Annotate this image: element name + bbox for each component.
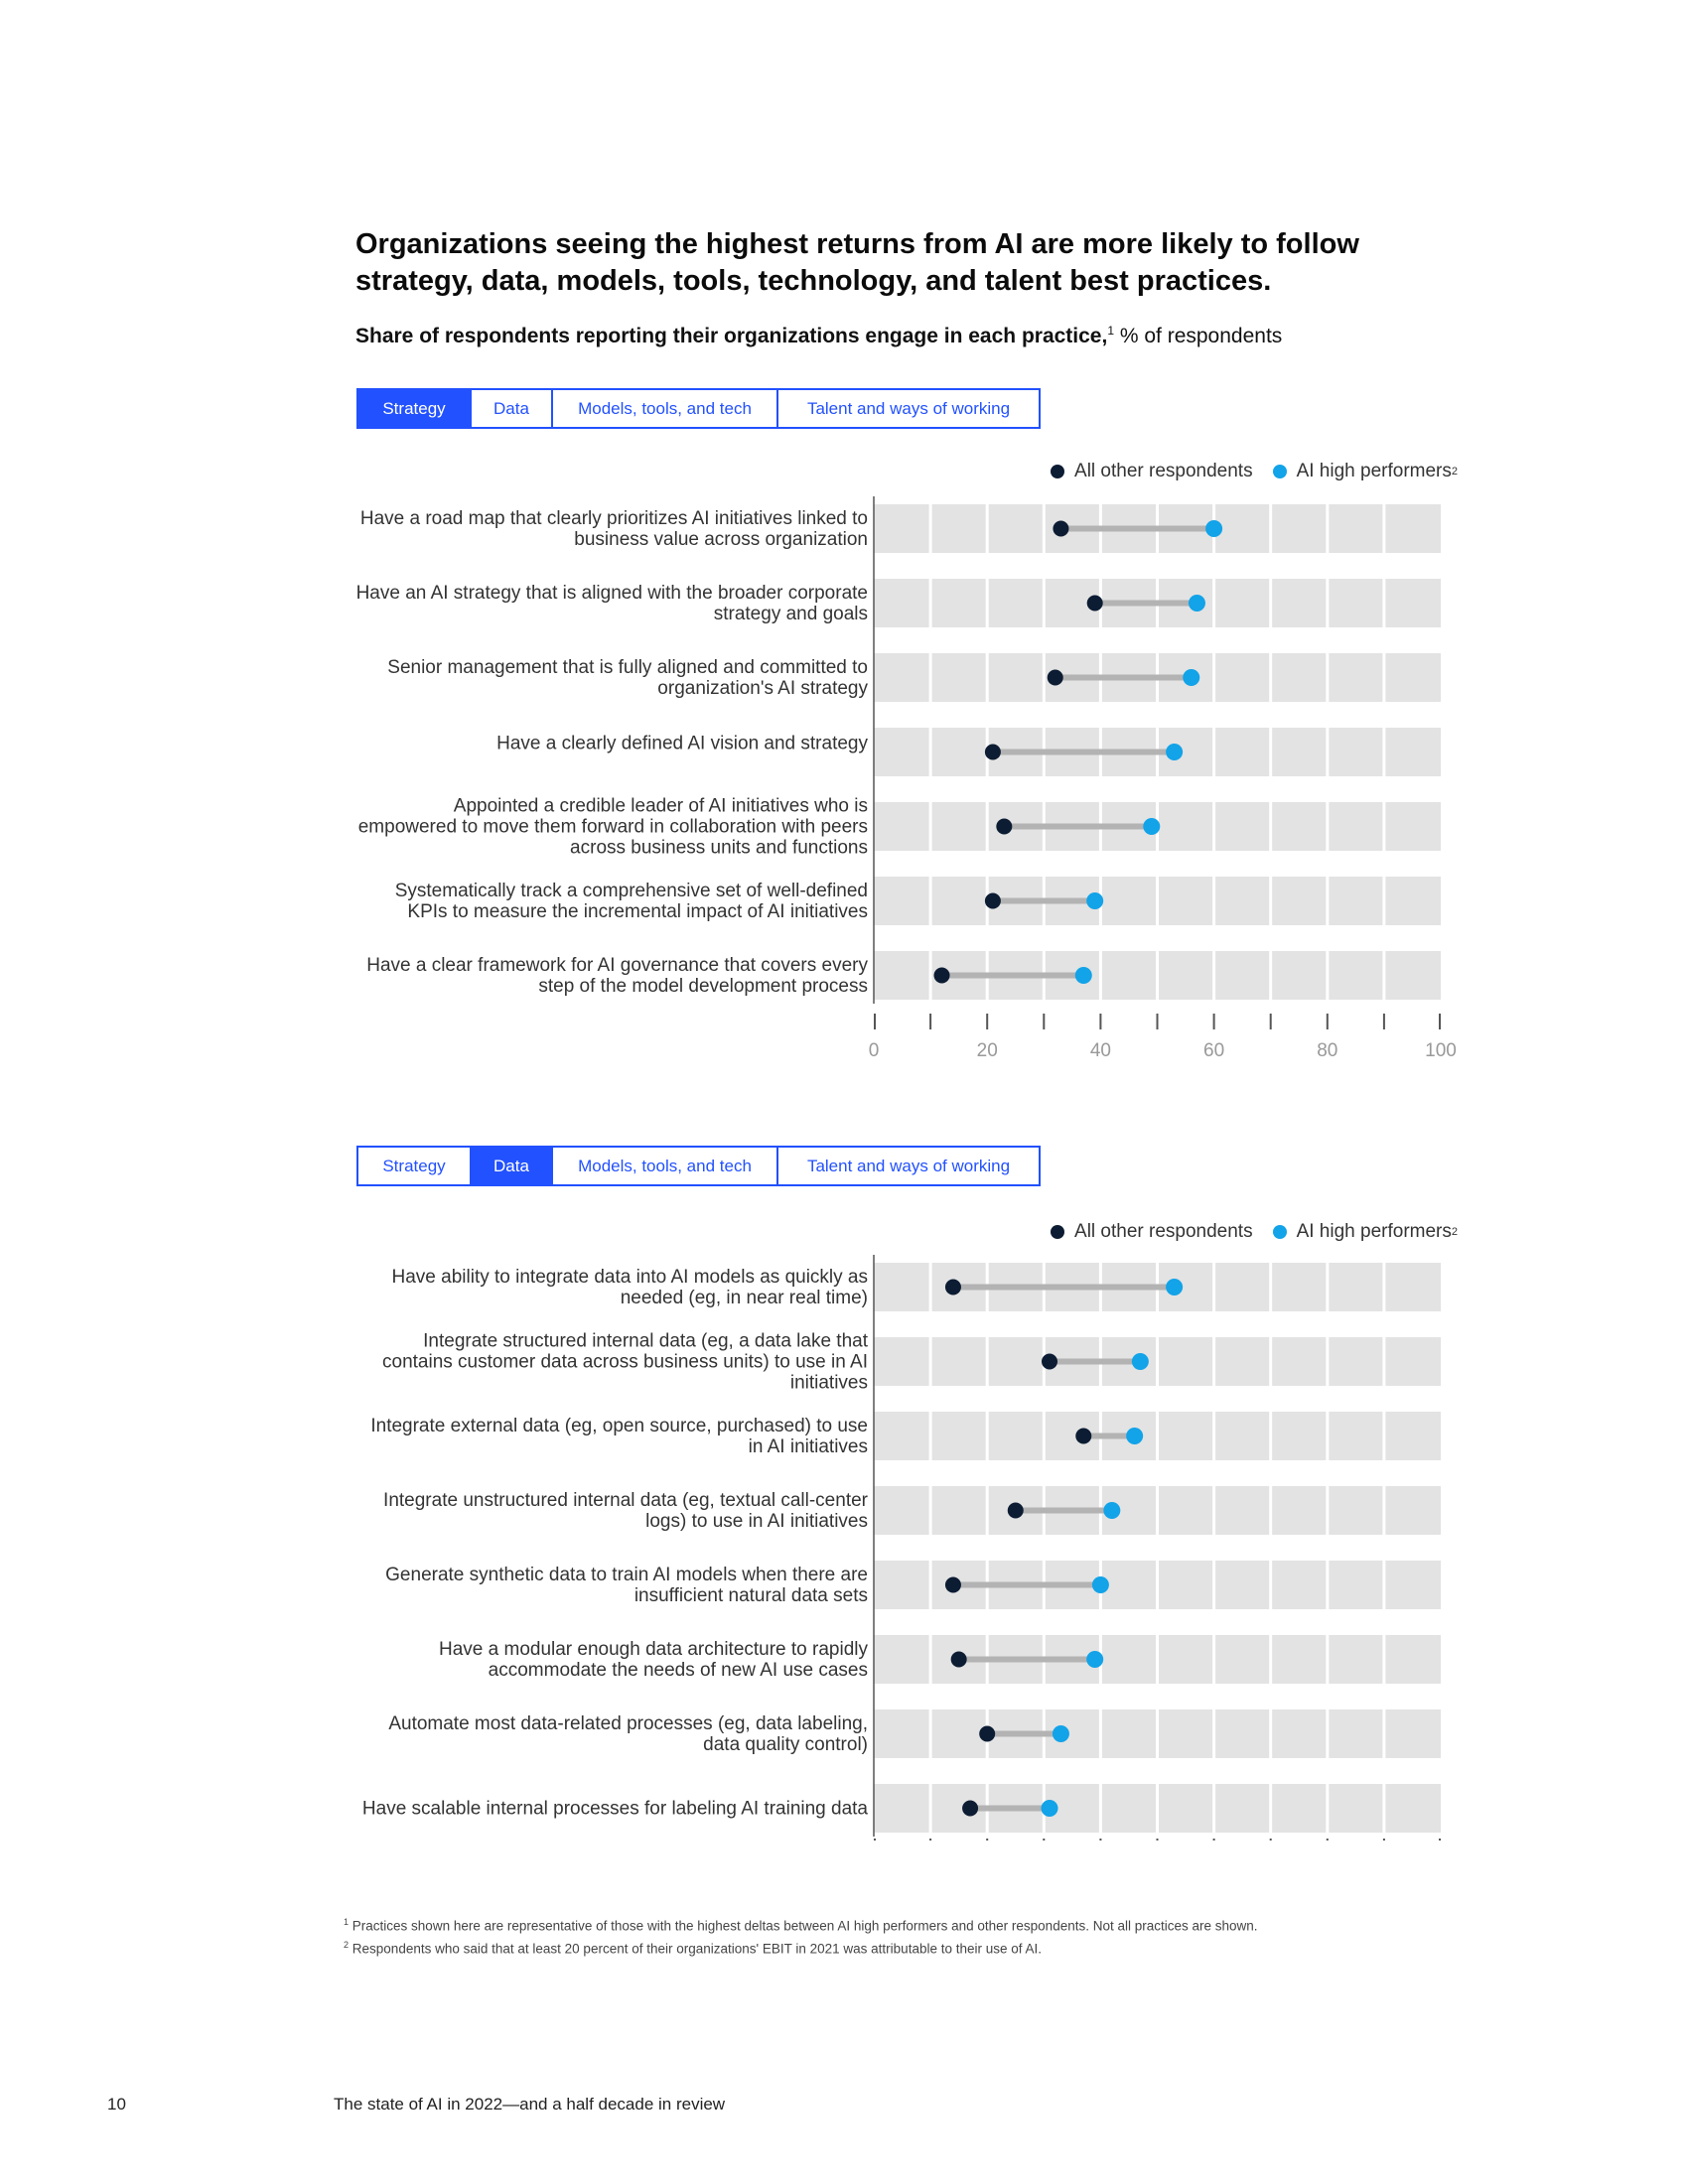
row-label: Generate synthetic data to train AI models when there are insufficient natural data sets [385,1565,868,1606]
x-tick-label: 80 [1317,1040,1338,1061]
point-ai-high-performers [1042,1800,1058,1817]
point-ai-high-performers [1075,967,1092,984]
footnotes [344,1913,1258,1958]
point-ai-high-performers [1143,818,1160,835]
tab-bar-strategy-panel [356,388,1041,429]
row-label: Have scalable internal processes for labeling AI training data [361,1798,868,1820]
row-label: Integrate unstructured internal data (eg, textual call-center logs) to use in AI initiatives [383,1490,868,1532]
tab-models-tools-tech[interactable]: Models, tools, and tech [551,390,776,427]
footnote-2-mark: 2 [344,1939,350,1950]
row-label: Have a clearly defined AI vision and strategy [496,733,868,754]
legend-label-other: All other respondents [1074,1221,1253,1242]
point-all-other-respondents [945,1280,961,1296]
point-ai-high-performers [1205,520,1222,537]
legend-dot-high [1273,465,1287,478]
chart-subtitle [355,324,1282,348]
row-label: Appointed a credible leader of AI initiatives who is empowered to move them forward in collaboration with peers across business units and functions [357,795,868,859]
row-label: Integrate external data (eg, open source, purchased) to use in AI initiatives [370,1416,868,1457]
point-all-other-respondents [1008,1503,1024,1519]
subtitle-unit: % of respondents [1114,325,1283,347]
point-ai-high-performers [1086,1651,1103,1668]
x-tick-label: 40 [1089,1040,1111,1061]
footnote-2-text: Respondents who said that at least 20 percent of their organizations' EBIT in 2021 was attributable to their use of AI. [352,1941,1043,1956]
legend-label-high: AI high performers [1296,1221,1452,1242]
page-number: 10 [107,2095,126,2114]
point-ai-high-performers [1092,1576,1109,1593]
tab-strategy[interactable]: Strategy [358,390,470,427]
legend-data-panel [1033,1221,1458,1243]
point-ai-high-performers [1126,1428,1143,1444]
point-ai-high-performers [1103,1502,1120,1519]
tab-talent-ways-of-working[interactable]: Talent and ways of working [776,1148,1039,1184]
point-ai-high-performers [1166,1279,1183,1296]
tab-data[interactable]: Data [470,1148,551,1184]
subtitle-footnote-ref: 1 [1107,324,1115,338]
point-all-other-respondents [996,819,1012,835]
point-ai-high-performers [1183,669,1199,686]
footnote-1-mark: 1 [344,1917,350,1927]
point-ai-high-performers [1132,1353,1149,1370]
point-ai-high-performers [1189,595,1205,612]
point-all-other-respondents [979,1726,995,1742]
point-all-other-respondents [1053,521,1068,537]
row-label: Have an AI strategy that is aligned with the broader corporate strategy and goals [355,583,868,624]
legend-label-high: AI high performers [1296,461,1452,481]
point-all-other-respondents [962,1801,978,1817]
point-all-other-respondents [951,1652,967,1668]
tab-models-tools-tech[interactable]: Models, tools, and tech [551,1148,776,1184]
tab-strategy[interactable]: Strategy [358,1148,470,1184]
legend-dot-high [1273,1225,1287,1239]
point-ai-high-performers [1166,744,1183,760]
legend-dot-other [1051,1225,1064,1239]
point-ai-high-performers [1086,892,1103,909]
row-label: Have a modular enough data architecture to rapidly accommodate the needs of new AI use cases [439,1639,868,1681]
footnote-2 [344,1936,1258,1959]
legend-footnote-ref: 2 [1451,1226,1458,1238]
point-all-other-respondents [1087,596,1103,612]
row-label: Senior management that is fully aligned and committed to organization's AI strategy [387,657,868,699]
x-tick-label: 100 [1425,1040,1457,1061]
point-all-other-respondents [934,968,950,984]
point-all-other-respondents [985,893,1001,909]
legend-label-other: All other respondents [1074,461,1253,481]
legend-item-other [1051,1221,1253,1243]
tab-data[interactable]: Data [470,390,551,427]
point-all-other-respondents [1048,670,1063,686]
row-label: Systematically track a comprehensive set of well-defined KPIs to measure the incremental impact of AI initiatives [394,881,868,922]
row-label: Integrate structured internal data (eg, a data lake that contains customer data across business units) to use in AI initiatives [382,1330,868,1394]
page-title: Organizations seeing the highest returns from AI are more likely to follow strategy, data, models, tools, technology, and talent best practices. [355,228,1359,297]
row-label: Automate most data-related processes (eg, data labeling, data quality control) [388,1713,868,1755]
subtitle-bold: Share of respondents reporting their organizations engage in each practice, [355,325,1108,347]
point-all-other-respondents [985,745,1001,760]
legend-footnote-ref: 2 [1451,466,1458,478]
x-tick-label: 20 [976,1040,998,1061]
running-title: The state of AI in 2022—and a half decade in review [334,2095,726,2114]
point-all-other-respondents [945,1577,961,1593]
legend-item-high [1273,1221,1458,1243]
footnote-1-text: Practices shown here are representative of those with the highest deltas between AI high performers and other respondents. Not all practices are shown. [352,1918,1258,1934]
row-label: Have a road map that clearly prioritizes AI initiatives linked to business value across organization [359,508,868,550]
x-tick-label: 60 [1203,1040,1225,1061]
dot-range-chart-data [874,1255,1461,1846]
row-label: Have a clear framework for AI governance that covers every step of the model development process [366,955,868,997]
legend-item-other [1051,461,1253,482]
point-all-other-respondents [1075,1429,1091,1444]
legend-strategy-panel [1033,461,1458,482]
tab-bar-data-panel [356,1146,1041,1186]
row-label: Have ability to integrate data into AI models as quickly as needed (eg, in near real time) [391,1267,868,1308]
dot-range-chart-strategy [868,496,1461,1061]
legend-dot-other [1051,465,1064,478]
legend-item-high [1273,461,1458,482]
x-tick-label: 0 [868,1040,880,1061]
footnote-1 [344,1913,1258,1936]
tab-talent-ways-of-working[interactable]: Talent and ways of working [776,390,1039,427]
point-all-other-respondents [1042,1354,1057,1370]
point-ai-high-performers [1053,1725,1069,1742]
